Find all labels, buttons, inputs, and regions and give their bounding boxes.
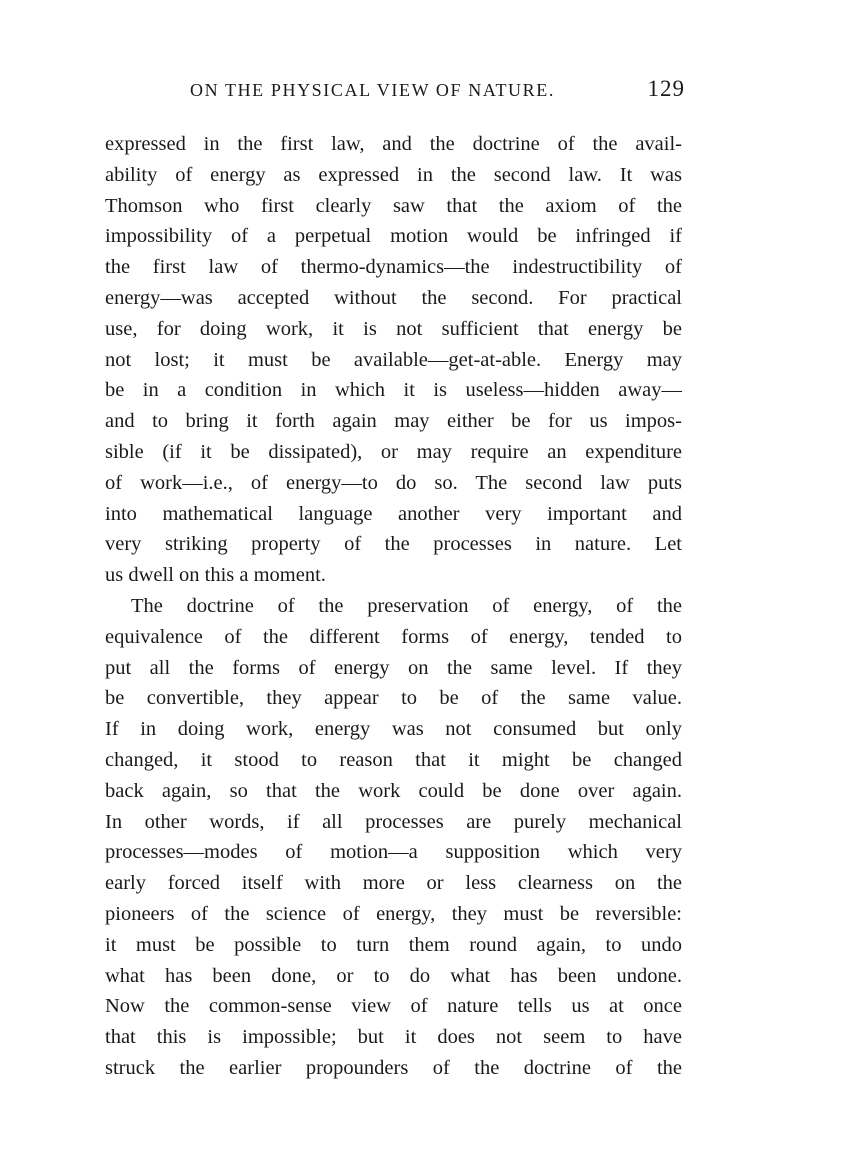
text-line: Thomson who first clearly saw that the axiom of the <box>105 194 682 217</box>
text-line: that this is impossible; but it does not seem to have <box>105 1026 682 1049</box>
text-line: processes—modes of motion—a supposition which very <box>105 841 682 864</box>
text-line: energy—was accepted without the second. For practical <box>105 286 682 309</box>
text-line: early forced itself with more or less clearness on the <box>105 872 682 895</box>
text-line: put all the forms of energy on the same level. If they <box>105 656 682 679</box>
text-line: into mathematical language another very important and <box>105 502 682 525</box>
text-line: very striking property of the processes in nature. Let <box>105 533 682 556</box>
text-line: The doctrine of the preservation of energy, of the <box>131 594 682 617</box>
text-line: the first law of thermo-dynamics—the indestructibility of <box>105 256 682 279</box>
text-line: If in doing work, energy was not consumed but only <box>105 718 682 741</box>
text-line: equivalence of the different forms of energy, tended to <box>105 625 682 648</box>
paragraph <box>105 591 682 1084</box>
text-line: impossibility of a perpetual motion would be infringed if <box>105 225 682 248</box>
text-line: not lost; it must be available—get-at-able. Energy may <box>105 348 682 371</box>
body-text <box>105 129 682 1084</box>
text-line: expressed in the first law, and the doctrine of the avail- <box>105 133 682 155</box>
text-line: be in a condition in which it is useless—hidden away— <box>105 379 682 402</box>
text-line: of work—i.e., of energy—to do so. The second law puts <box>105 471 682 494</box>
text-line: back again, so that the work could be done over again. <box>105 779 682 802</box>
paragraph <box>105 129 682 591</box>
text-line: ability of energy as expressed in the second law. It was <box>105 163 682 186</box>
text-line: and to bring it forth again may either be for us impos- <box>105 410 682 433</box>
text-line: what has been done, or to do what has been undone. <box>105 964 682 987</box>
running-head <box>190 78 685 108</box>
text-line: In other words, if all processes are purely mechanical <box>105 810 682 833</box>
text-line: pioneers of the science of energy, they must be reversible: <box>105 902 682 925</box>
running-title: ON THE PHYSICAL VIEW OF NATURE. <box>190 80 555 100</box>
text-line: be convertible, they appear to be of the same value. <box>105 687 682 710</box>
text-line: use, for doing work, it is not sufficient that energy be <box>105 317 682 340</box>
text-line: sible (if it be dissipated), or may require an expenditure <box>105 440 682 463</box>
page-number: 129 <box>647 76 685 101</box>
text-line: us dwell on this a moment. <box>105 564 326 587</box>
text-line: it must be possible to turn them round again, to undo <box>105 933 682 956</box>
text-line: Now the common-sense view of nature tells us at once <box>105 995 682 1018</box>
text-line: changed, it stood to reason that it might be changed <box>105 748 682 771</box>
text-line: struck the earlier propounders of the doctrine of the <box>105 1056 682 1079</box>
